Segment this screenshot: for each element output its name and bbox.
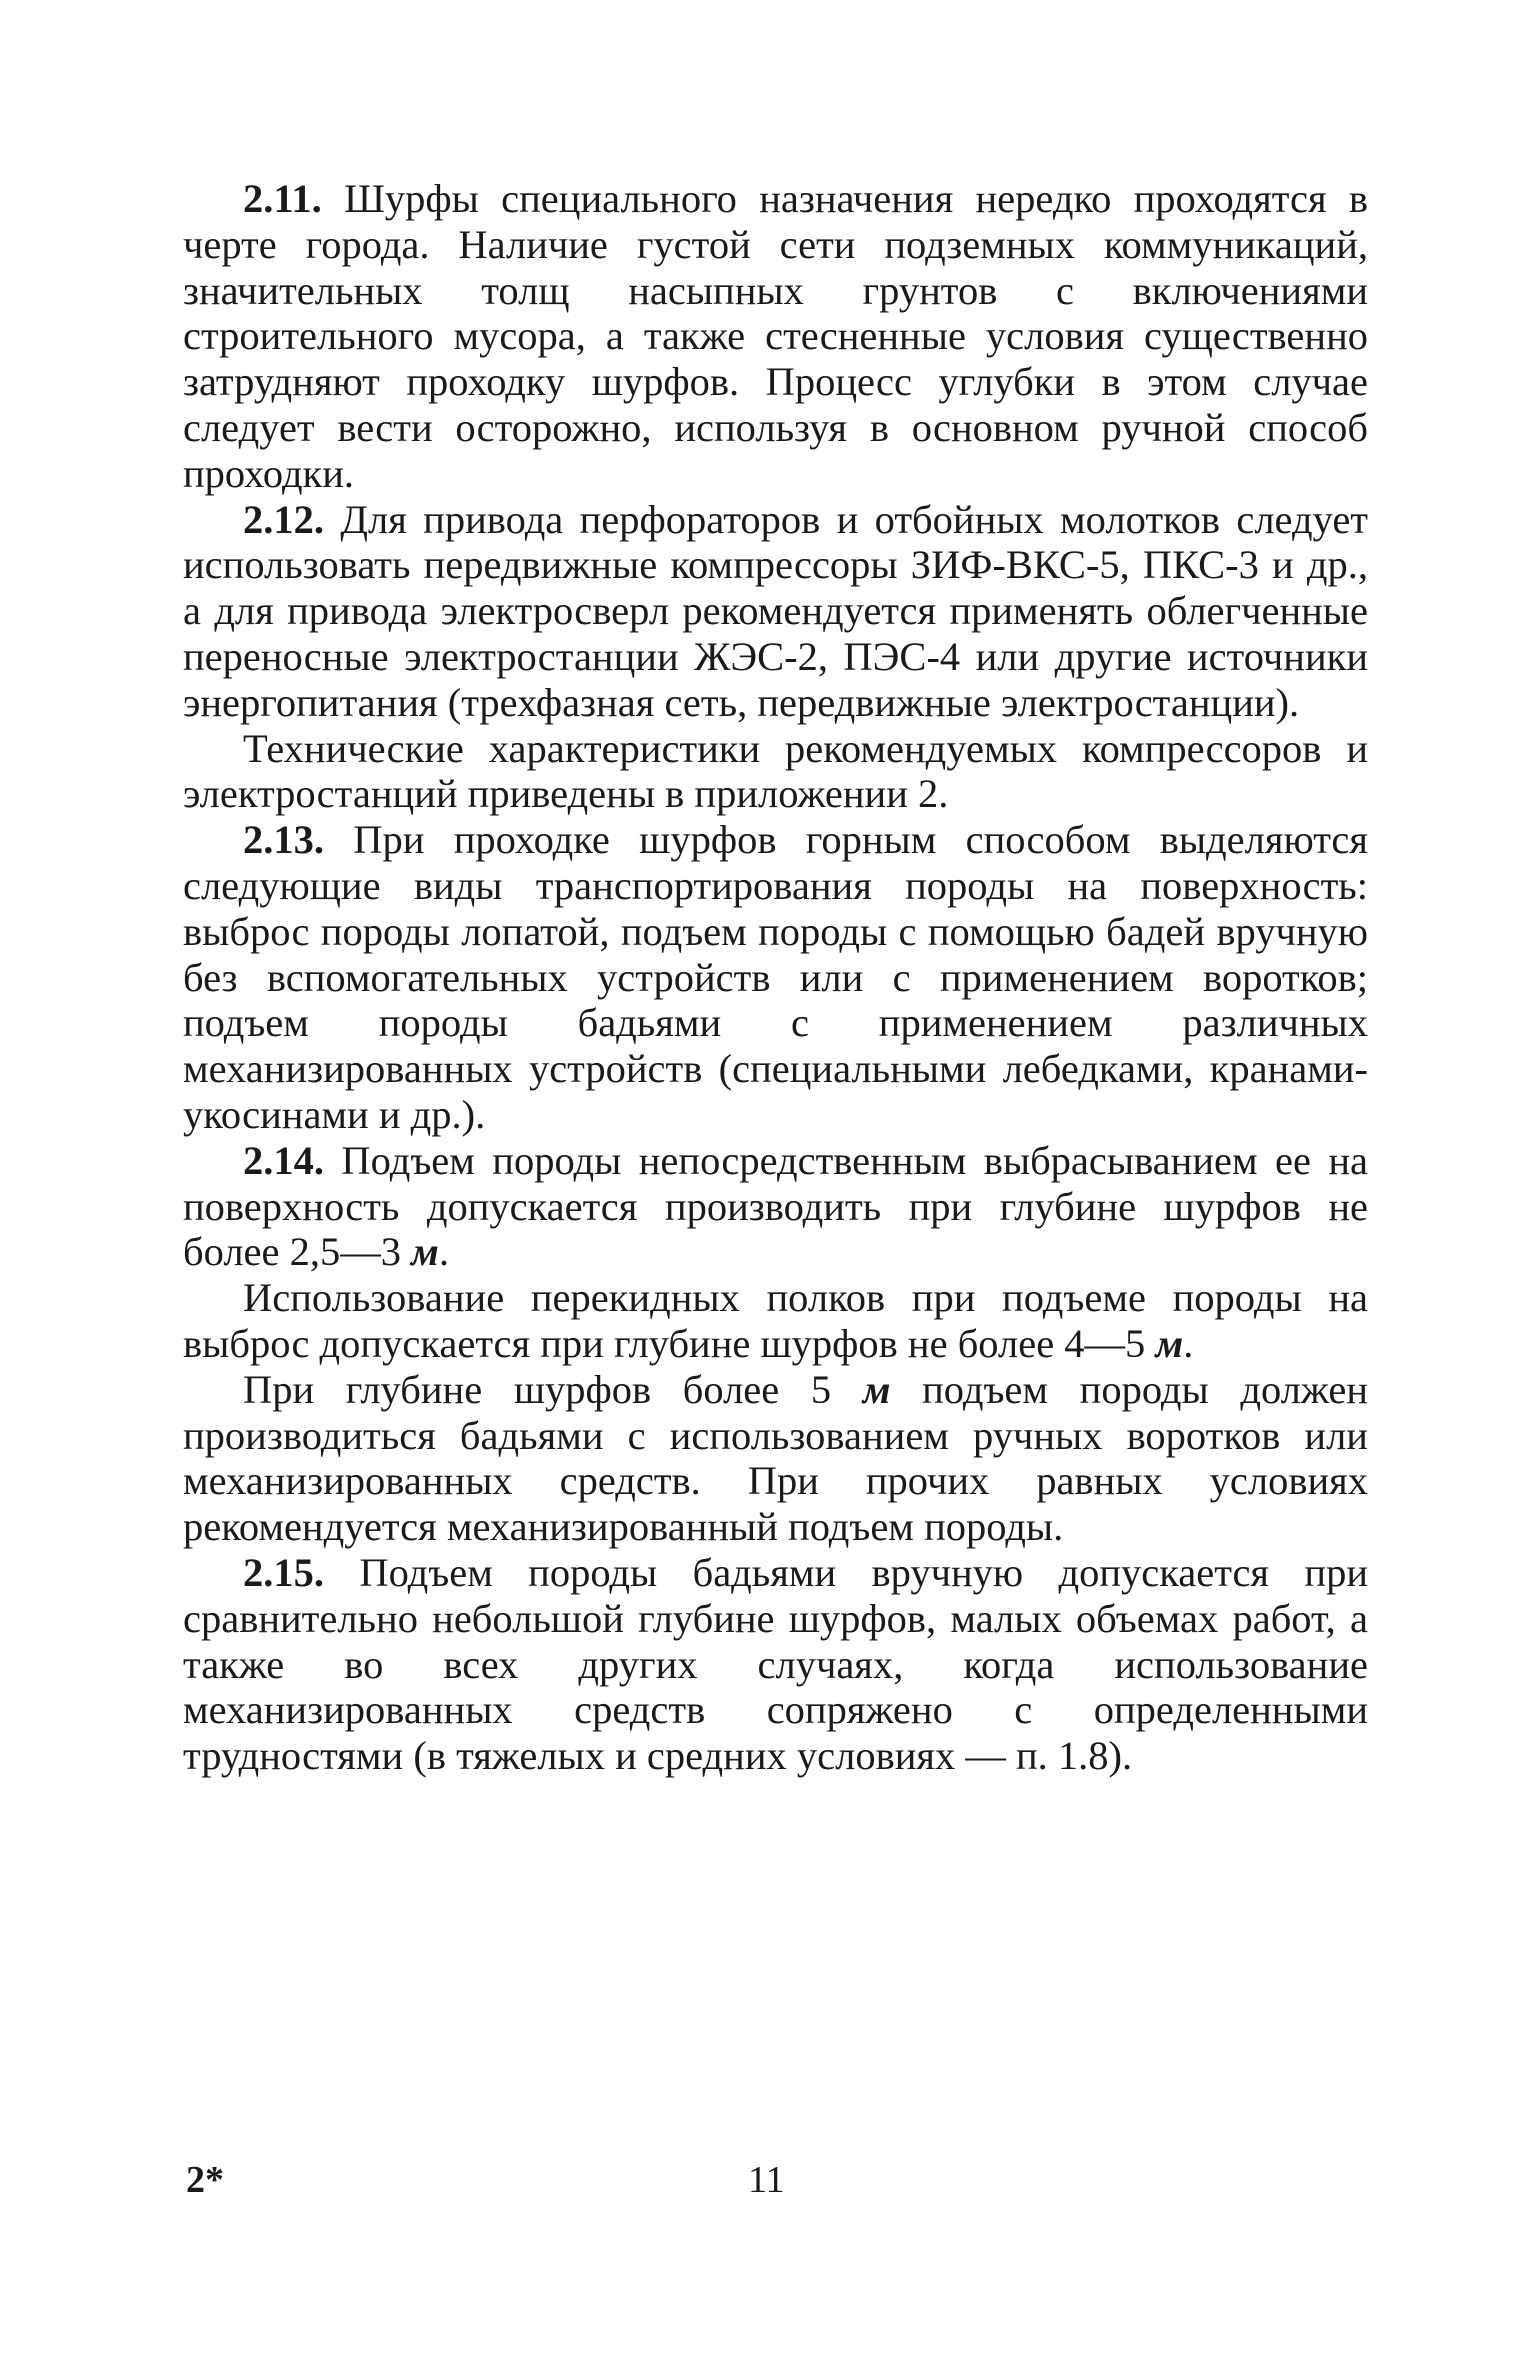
paragraph-shelves — [183, 1275, 1368, 1367]
paragraph-number: 2.11. — [243, 176, 322, 221]
paragraph-depth-over-5m — [183, 1367, 1368, 1550]
paragraph-2-15 — [183, 1550, 1368, 1779]
paragraph-text: Технические характеристики рекомендуемых компрессоров и электростанций приведены в приложении 2. — [183, 725, 1368, 817]
paragraph-tech-characteristics — [183, 726, 1368, 818]
paragraph-text: Подъем породы бадьями вручную допускается при сравнительно небольшой глубине шурфов, малых объемах работ, а также во всех других случаях, когда использование механизированных средств сопряжено с определенными трудностями (в тяжелых и средних условиях — п. 1.8). — [183, 1549, 1369, 1779]
paragraph-text: Подъем породы непосредственным выбрасыванием ее на поверхность допускается производить при глубине шурфов не более 2,5—3 — [183, 1137, 1369, 1275]
paragraph-text: При проходке шурфов горным способом выделяются следующие виды транспортирования породы на поверхность: выброс породы лопатой, подъем породы с помощью бадей вручную без вспомогательных устройств или с применением воротков; подъем породы бадьями с применением различных механизированных устройств (специальными лебедками, кранами-укосинами и др.). — [183, 817, 1368, 1137]
paragraph-text: Использование перекидных полков при подъеме породы на выброс допускается при глубине шурфов не более 4—5 — [183, 1275, 1368, 1366]
paragraph-number: 2.14. — [243, 1137, 324, 1183]
paragraph-text: При глубине шурфов более 5 — [243, 1366, 832, 1412]
paragraph-text: Для привода перфораторов и отбойных молотков следует использовать передвижные компрессоры ЗИФ-ВКС-5, ПКС-3 и др., а для привода электросверл рекомендуется применять облегченные переносные электростанции ЖЭС-2, ПЭС-4 или другие источники энергопитания (трехфазная сеть, передвижные электростанции). — [183, 496, 1368, 725]
paragraph-text: Шурфы специального назначения нередко проходятся в черте города. Наличие густой сети подземных коммуникаций, значительных толщ насыпных грунтов с включениями строительного мусора, а также стесненные условия существенно затрудняют проходку шурфов. Процесс углубки в этом случае следует вести осторожно, используя в основном ручной способ проходки. — [183, 176, 1369, 496]
unit-meters: м — [1155, 1320, 1184, 1366]
paragraph-number: 2.15. — [243, 1549, 324, 1595]
paragraph-2-14 — [183, 1138, 1368, 1275]
paragraph-tail: подъем породы должен производиться бадьями с использованием ручных воротков или механизированных средств. При прочих равных условиях рекомендуется механизированный подъем породы. — [183, 1366, 1368, 1550]
signature-mark: 2* — [186, 2159, 224, 2201]
paragraph-2-11 — [183, 176, 1368, 497]
paragraph-number: 2.12. — [243, 496, 324, 542]
page-number: 11 — [748, 2159, 785, 2201]
paragraph-2-12 — [183, 497, 1368, 726]
unit-meters: м — [411, 1229, 439, 1275]
paragraph-number: 2.13. — [243, 817, 324, 863]
unit-meters: м — [862, 1366, 891, 1412]
paragraph-2-13 — [183, 817, 1368, 1138]
paragraph-tail: . — [438, 1229, 449, 1275]
body-text — [183, 176, 1368, 1779]
paragraph-tail: . — [1183, 1320, 1194, 1366]
